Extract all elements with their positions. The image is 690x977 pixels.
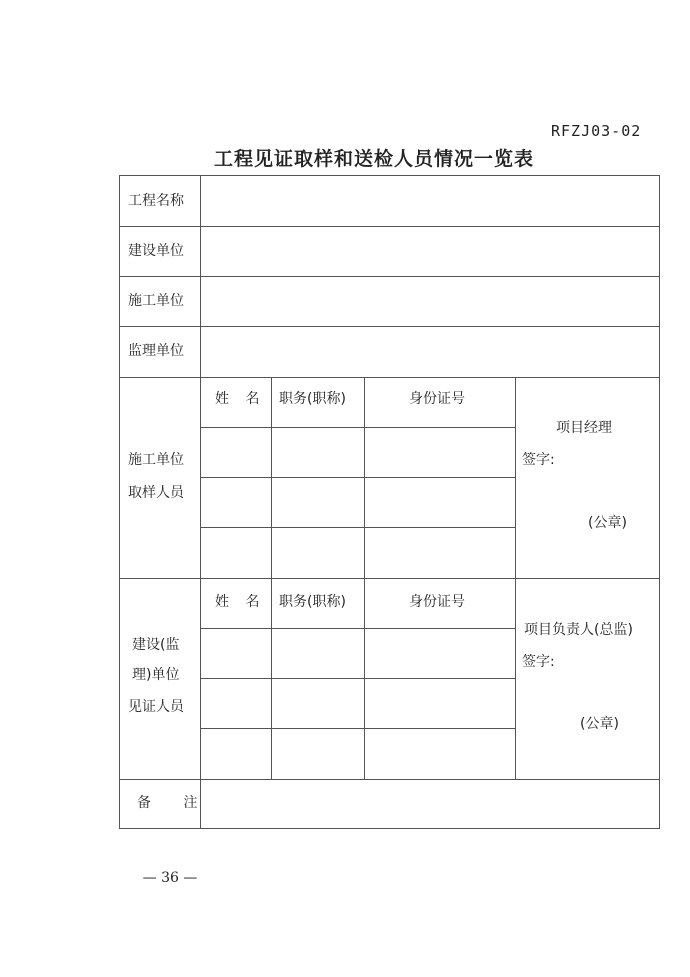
document-code: RFZJ03-02 bbox=[551, 122, 642, 140]
table-line bbox=[515, 377, 516, 779]
witness-section-label: 见证人员 bbox=[128, 699, 184, 715]
page-number: — 36 — bbox=[142, 870, 198, 886]
contractor-unit-label: 施工单位 bbox=[128, 293, 184, 309]
sampling-section-label: 施工单位 bbox=[128, 452, 184, 468]
seal-label: (公章) bbox=[580, 716, 619, 732]
signature-label: 签字: bbox=[522, 654, 555, 670]
remarks-label: 备 注 bbox=[137, 795, 212, 811]
table-line bbox=[364, 377, 365, 779]
signatory-title: 项目经理 bbox=[556, 420, 612, 436]
column-header-name: 姓 名 bbox=[215, 391, 266, 407]
table-line bbox=[200, 427, 515, 428]
table-line bbox=[271, 377, 272, 779]
document-title: 工程见证取样和送检人员情况一览表 bbox=[214, 148, 535, 170]
table-line bbox=[200, 477, 515, 478]
supervision-unit-label: 监理单位 bbox=[128, 343, 184, 359]
column-header-id: 身份证号 bbox=[409, 594, 465, 610]
column-header-name: 姓 名 bbox=[215, 594, 266, 610]
seal-label: (公章) bbox=[588, 515, 627, 531]
project-name-label: 工程名称 bbox=[128, 193, 184, 209]
signature-label: 签字: bbox=[522, 452, 555, 468]
column-header-position: 职务(职称) bbox=[279, 391, 346, 407]
table-border-left bbox=[119, 175, 120, 829]
table-line bbox=[200, 728, 515, 729]
witness-section-label: 理)单位 bbox=[132, 667, 180, 683]
table-line bbox=[200, 175, 201, 829]
table-border-right bbox=[659, 175, 660, 829]
witness-section-label: 建设(监 bbox=[132, 637, 180, 653]
construction-unit-label: 建设单位 bbox=[128, 243, 184, 259]
table-line bbox=[200, 628, 515, 629]
table-line bbox=[200, 678, 515, 679]
signatory-title: 项目负责人(总监) bbox=[524, 622, 633, 638]
column-header-position: 职务(职称) bbox=[279, 594, 346, 610]
sampling-section-label: 取样人员 bbox=[128, 485, 184, 501]
table-line bbox=[200, 527, 515, 528]
column-header-id: 身份证号 bbox=[409, 391, 465, 407]
